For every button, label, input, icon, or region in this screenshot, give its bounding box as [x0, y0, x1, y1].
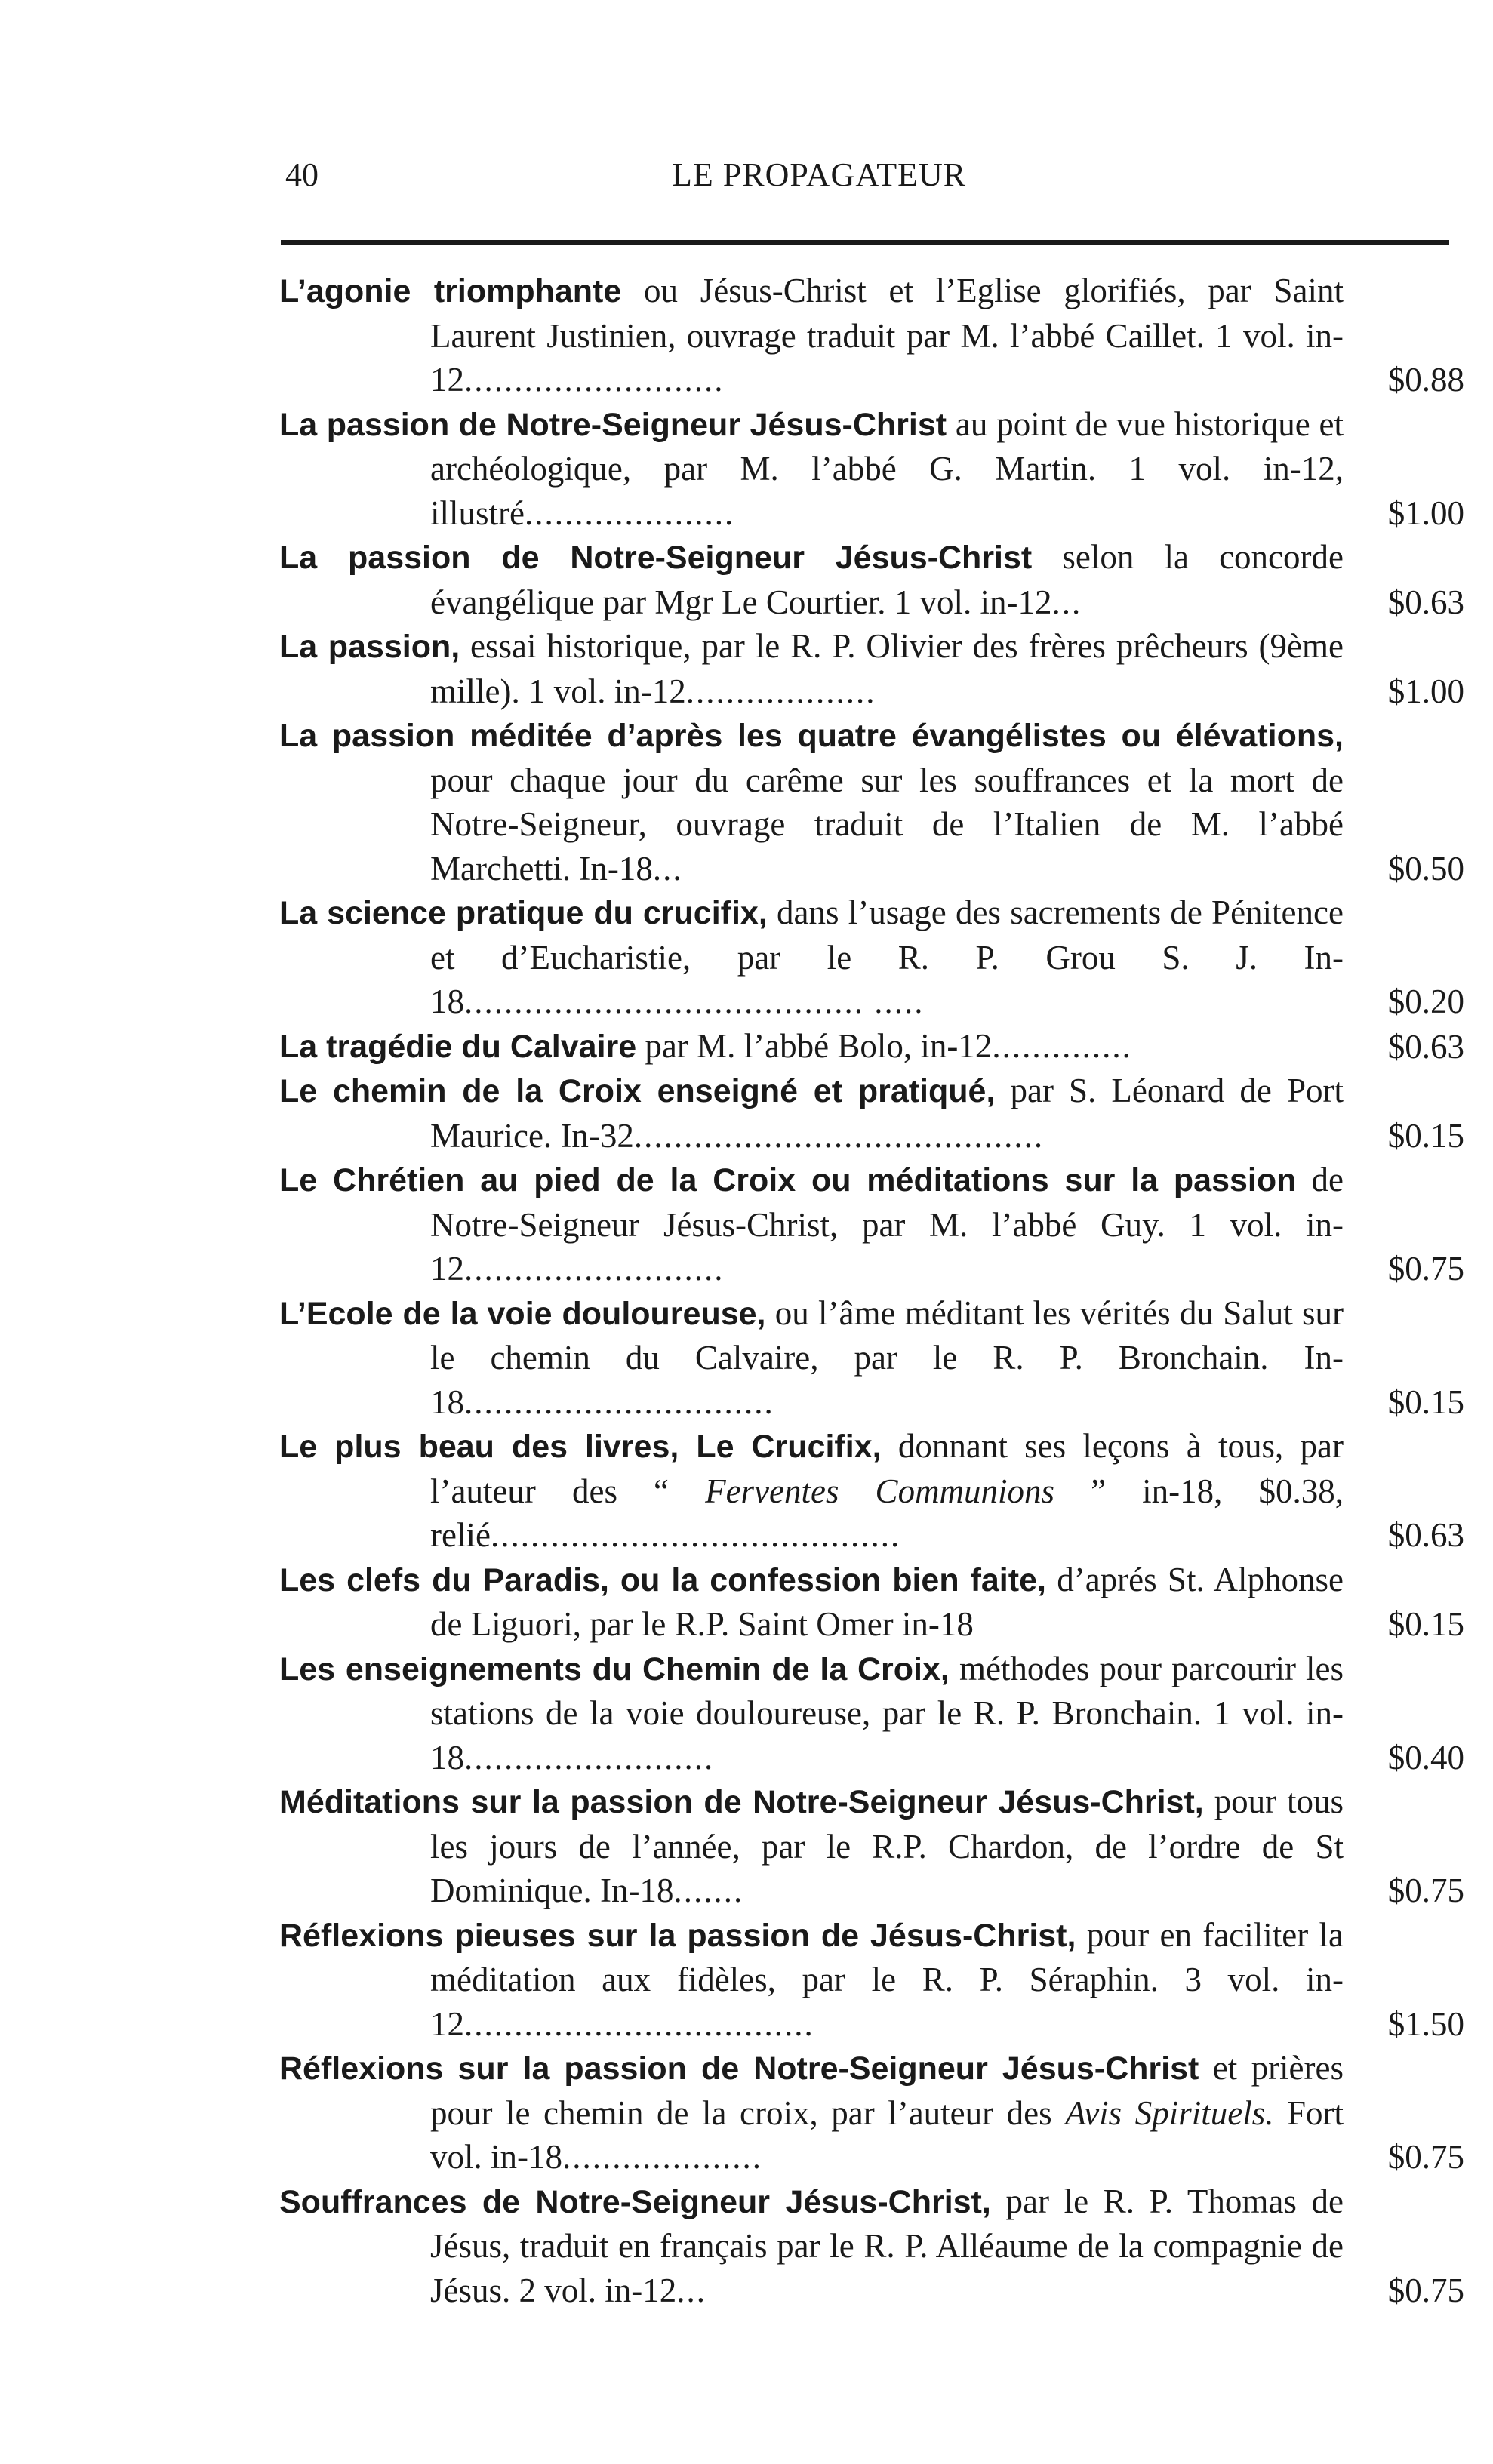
- catalogue-entry: [279, 2046, 1464, 2179]
- dot-leader: ...: [676, 2271, 706, 2309]
- entry-price: $0.75: [1387, 1872, 1464, 1909]
- entry-description: par M. l’abbé Bolo, in-12: [636, 1026, 993, 1065]
- entry-title: La passion de Notre-Seigneur Jésus-Christ: [279, 406, 947, 443]
- dot-leader: ...................: [685, 672, 876, 710]
- entry-title: Réflexions sur la passion de Notre-Seigneur Jésus-Christ: [279, 2050, 1199, 2087]
- header-rule: [281, 240, 1449, 245]
- catalogue-entry: [279, 891, 1464, 1024]
- entry-price: $0.63: [1387, 1027, 1464, 1066]
- entry-description: par le R. P. Thomas de Jésus, traduit en français par le R. P. Alléaume de la compagnie de Jésus. 2 vol. in-12: [430, 2182, 1344, 2309]
- dot-leader: .........................................: [490, 1516, 901, 1554]
- entry-price: $1.00: [1387, 494, 1464, 532]
- catalogue-entry: [279, 269, 1464, 402]
- catalogue-entry: [279, 1647, 1464, 1780]
- entry-title: Le plus beau des livres, Le Crucifix,: [279, 1429, 882, 1465]
- entry-description: essai historique, par le R. P. Olivier des frères prêcheurs (9ème mille). 1 vol. in-12: [430, 627, 1344, 710]
- catalogue-entry: [279, 535, 1464, 624]
- catalogue-entry: [279, 1024, 1464, 1069]
- dot-leader: ...................................: [464, 2004, 814, 2043]
- catalogue-entry: [279, 713, 1464, 891]
- catalogue-entry: [279, 2179, 1464, 2313]
- entry-title: La science pratique du crucifix,: [279, 895, 768, 931]
- entry-price: $0.20: [1387, 983, 1464, 1020]
- dot-leader: .....................: [524, 494, 735, 532]
- dot-leader: .......: [673, 1872, 744, 1909]
- entry-description: pour tous les jours de l’année, par le R.P. Chardon, de l’ordre de St Dominique. In-18: [430, 1783, 1344, 1909]
- entry-description: ou l’âme méditant les vérités du Salut sur le chemin du Calvaire, par le R. P. Bronchain. In-18: [430, 1294, 1344, 1421]
- entry-title: Souffrances de Notre-Seigneur Jésus-Christ,: [279, 2183, 991, 2220]
- entry-price: $0.15: [1387, 1605, 1464, 1643]
- entry-description: par S. Léonard de Port Maurice. In-32: [430, 1072, 1344, 1155]
- entry-title: Les enseignements du Chemin de la Croix,: [279, 1650, 950, 1687]
- catalogue-entry: [279, 1424, 1464, 1558]
- entry-title: Réflexions pieuses sur la passion de Jésus-Christ,: [279, 1917, 1076, 1954]
- entry-description-continued: ” in-18, $0.38, relié: [430, 1472, 1344, 1554]
- dot-leader: ...............................: [464, 1383, 774, 1421]
- entry-italic-title: Avis Spirituels.: [1065, 2093, 1274, 2132]
- dot-leader: ........................................ .....: [464, 983, 925, 1020]
- dot-leader: ..........................: [464, 361, 725, 398]
- dot-leader: ...: [652, 849, 683, 887]
- catalogue-entry: [279, 624, 1464, 713]
- entry-price: $0.75: [1387, 2271, 1464, 2309]
- entry-price: $1.50: [1387, 2004, 1464, 2043]
- entry-title: Méditations sur la passion de Notre-Seigneur Jésus-Christ,: [279, 1784, 1204, 1820]
- entry-title: Le chemin de la Croix enseigné et pratiqué,: [279, 1073, 996, 1109]
- entry-title: Les clefs du Paradis, ou la confession bien faite,: [279, 1561, 1046, 1598]
- entry-title: La passion de Notre-Seigneur Jésus-Christ: [279, 540, 1033, 576]
- catalogue-entry: [279, 1780, 1464, 1913]
- entry-price: $0.63: [1387, 583, 1464, 621]
- entry-price: $0.40: [1387, 1738, 1464, 1776]
- dot-leader: ..........................: [464, 1250, 725, 1287]
- entry-price: $0.75: [1387, 2138, 1464, 2176]
- catalogue-entry: [279, 1069, 1464, 1158]
- entry-title: Le Chrétien au pied de la Croix ou méditations sur la passion: [279, 1162, 1297, 1198]
- page-number: 40: [285, 156, 319, 193]
- entry-price: $0.63: [1387, 1516, 1464, 1554]
- dot-leader: .........................: [464, 1738, 715, 1776]
- entry-description: pour chaque jour du carême sur les souffrances et la mort de Notre-Seigneur, ouvrage traduit de l’Italien de M. l’abbé Marchetti. In-18: [430, 761, 1344, 887]
- entry-title: L’agonie triomphante: [279, 273, 622, 309]
- catalogue-entry: [279, 402, 1464, 536]
- dot-leader: ....................: [562, 2138, 762, 2176]
- entry-title: La passion,: [279, 629, 460, 665]
- entry-price: $0.15: [1387, 1383, 1464, 1421]
- entry-description-continued: Fort vol. in-18: [430, 2093, 1344, 2176]
- dot-leader: ...: [1051, 583, 1082, 621]
- entry-title: La tragédie du Calvaire: [279, 1028, 637, 1065]
- entry-italic-title: Ferventes Communions: [705, 1472, 1055, 1510]
- entry-title: L’Ecole de la voie douloureuse,: [279, 1295, 766, 1332]
- entry-price: $0.88: [1387, 361, 1464, 398]
- entry-description: ou Jésus-Christ et l’Eglise glorifiés, par Saint Laurent Justinien, ouvrage traduit par M. l’abbé Caillet. 1 vol. in-12: [430, 272, 1344, 398]
- entry-title: La passion méditée d’après les quatre évangélistes ou élévations,: [279, 718, 1344, 754]
- running-title: LE PROPAGATEUR: [672, 156, 967, 193]
- entry-description: et prières pour le chemin de la croix, par l’auteur des: [430, 2049, 1344, 2132]
- catalogue-entry: [279, 1291, 1464, 1425]
- entry-description: de Notre-Seigneur Jésus-Christ, par M. l’abbé Guy. 1 vol. in-12: [430, 1161, 1344, 1287]
- catalogue-entry: [279, 1913, 1464, 2047]
- entry-description: méthodes pour parcourir les stations de la voie douloureuse, par le R. P. Bronchain. 1 vol. in-18: [430, 1649, 1344, 1776]
- entry-description: selon la concorde évangélique par Mgr Le Courtier. 1 vol. in-12: [430, 538, 1344, 621]
- entry-description: au point de vue historique et archéologique, par M. l’abbé G. Martin. 1 vol. in-12, illustré: [430, 405, 1344, 532]
- entry-description: donnant ses leçons à tous, par l’auteur des “: [430, 1427, 1344, 1510]
- entry-price: $0.50: [1387, 849, 1464, 887]
- entry-description: d’aprés St. Alphonse de Liguori, par le R.P. Saint Omer in-18: [430, 1560, 1344, 1643]
- dot-leader: .........................................: [633, 1116, 1045, 1155]
- book-catalogue: [279, 269, 1464, 2312]
- catalogue-entry: [279, 1558, 1464, 1647]
- entry-description: pour en faciliter la méditation aux fidèles, par le R. P. Séraphin. 3 vol. in-12: [430, 1915, 1344, 2043]
- entry-price: $0.75: [1387, 1250, 1464, 1287]
- dot-leader: ..............: [992, 1026, 1132, 1065]
- entry-price: $1.00: [1387, 672, 1464, 710]
- catalogue-entry: [279, 1158, 1464, 1291]
- entry-price: $0.15: [1387, 1116, 1464, 1155]
- entry-description: dans l’usage des sacrements de Pénitence et d’Eucharistie, par le R. P. Grou S. J. In-18: [430, 894, 1344, 1020]
